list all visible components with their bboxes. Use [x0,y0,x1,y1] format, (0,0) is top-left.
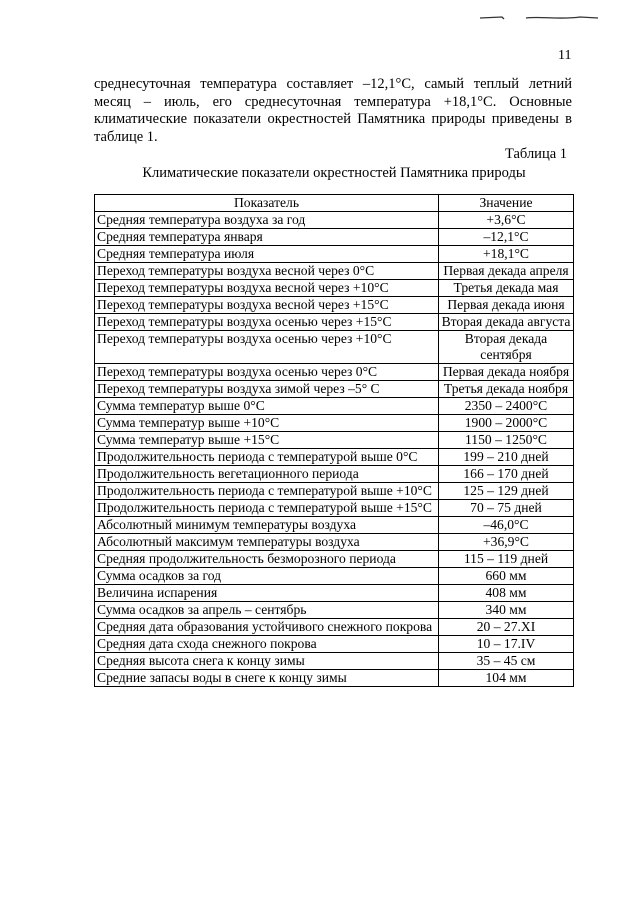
value-cell: 340 мм [439,602,574,619]
value-cell: 20 – 27.XI [439,619,574,636]
indicator-cell: Сумма температур выше +10°С [95,415,439,432]
table-row [95,398,574,415]
indicator-cell: Переход температуры воздуха осенью через +15°С [95,314,439,331]
table-row [95,263,574,280]
value-cell: 115 – 119 дней [439,551,574,568]
indicator-cell: Продолжительность вегетационного периода [95,466,439,483]
value-cell: Третья декада ноября [439,381,574,398]
table-row [95,280,574,297]
value-cell: 104 мм [439,670,574,687]
value-cell: 35 – 45 см [439,653,574,670]
indicator-cell: Переход температуры воздуха осенью через 0°С [95,364,439,381]
value-cell: 1150 – 1250°С [439,432,574,449]
table-header-row [95,195,574,212]
indicator-cell: Средняя высота снега к концу зимы [95,653,439,670]
body-paragraph: среднесуточная температура составляет –12,1°С, самый теплый летний месяц – июль, его среднесуточная температура +18,1°С. Основные климатические показатели окрестностей Памятника природы приведены в таблице 1. [94,76,572,145]
value-cell: 70 – 75 дней [439,500,574,517]
table-row [95,212,574,229]
value-cell: 199 – 210 дней [439,449,574,466]
table-title: Климатические показатели окрестностей Памятника природы [142,165,526,181]
indicator-cell: Абсолютный максимум температуры воздуха [95,534,439,551]
table-row [95,415,574,432]
table-row [95,314,574,331]
value-cell: Вторая декада сентября [439,331,574,364]
value-cell: Первая декада июня [439,297,574,314]
header-value: Значение [439,195,574,212]
header-indicator: Показатель [95,195,439,212]
value-cell: Первая декада ноября [439,364,574,381]
table-row [95,534,574,551]
value-cell: +18,1°С [439,246,574,263]
indicator-cell: Сумма температур выше +15°С [95,432,439,449]
value-cell: –46,0°С [439,517,574,534]
value-cell: Первая декада апреля [439,263,574,280]
scan-marks [480,12,600,22]
table-row [95,449,574,466]
climate-table [94,194,574,687]
indicator-cell: Сумма осадков за апрель – сентябрь [95,602,439,619]
indicator-cell: Переход температуры воздуха весной через 0°С [95,263,439,280]
table-row [95,331,574,364]
table-row [95,466,574,483]
value-cell: 2350 – 2400°С [439,398,574,415]
indicator-cell: Абсолютный минимум температуры воздуха [95,517,439,534]
indicator-cell: Величина испарения [95,585,439,602]
table-row [95,517,574,534]
table-row [95,246,574,263]
indicator-cell: Средняя температура июля [95,246,439,263]
indicator-cell: Средняя продолжительность безморозного периода [95,551,439,568]
page-number: 11 [558,48,572,63]
value-cell: 10 – 17.IV [439,636,574,653]
indicator-cell: Продолжительность периода с температурой выше +15°С [95,500,439,517]
table-row [95,670,574,687]
indicator-cell: Переход температуры воздуха осенью через +10°С [95,331,439,364]
indicator-cell: Переход температуры воздуха зимой через –5° С [95,381,439,398]
indicator-cell: Продолжительность периода с температурой выше +10°С [95,483,439,500]
value-cell: 1900 – 2000°С [439,415,574,432]
value-cell: 408 мм [439,585,574,602]
table-row [95,585,574,602]
indicator-cell: Продолжительность периода с температурой выше 0°С [95,449,439,466]
table-row [95,551,574,568]
table-row [95,432,574,449]
value-cell: +3,6°С [439,212,574,229]
value-cell: Третья декада мая [439,280,574,297]
value-cell: +36,9°С [439,534,574,551]
indicator-cell: Сумма осадков за год [95,568,439,585]
value-cell: 166 – 170 дней [439,466,574,483]
value-cell: Вторая декада августа [439,314,574,331]
table-row [95,636,574,653]
indicator-cell: Средняя температура воздуха за год [95,212,439,229]
value-cell: 660 мм [439,568,574,585]
table-row [95,381,574,398]
indicator-cell: Средняя температура января [95,229,439,246]
table-row [95,297,574,314]
indicator-cell: Переход температуры воздуха весной через +15°С [95,297,439,314]
indicator-cell: Переход температуры воздуха весной через +10°С [95,280,439,297]
table-row [95,602,574,619]
table-row [95,500,574,517]
table-row [95,483,574,500]
indicator-cell: Средняя дата образования устойчивого снежного покрова [95,619,439,636]
table-label: Таблица 1 [505,146,568,162]
table-row [95,653,574,670]
table-row [95,364,574,381]
table-row [95,619,574,636]
indicator-cell: Средние запасы воды в снеге к концу зимы [95,670,439,687]
value-cell: 125 – 129 дней [439,483,574,500]
value-cell: –12,1°С [439,229,574,246]
indicator-cell: Средняя дата схода снежного покрова [95,636,439,653]
table-row [95,229,574,246]
table-row [95,568,574,585]
indicator-cell: Сумма температур выше 0°С [95,398,439,415]
